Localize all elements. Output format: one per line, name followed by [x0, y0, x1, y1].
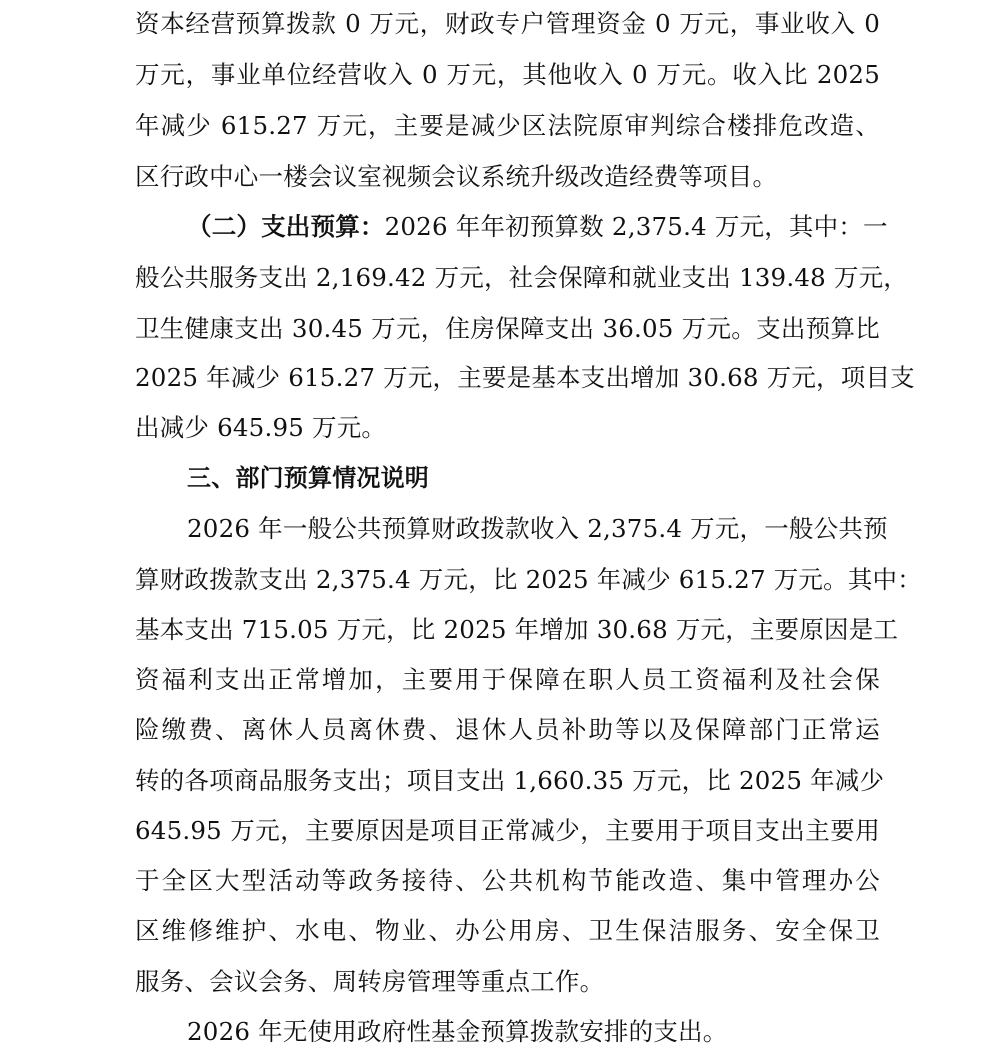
paragraph-3-line-7: 645.95 万元，主要原因是项目正常减少，主要用于项目支出主要用	[135, 816, 880, 845]
paragraph-3-line-5: 险缴费、离休人员离休费、退休人员补助等以及保障部门正常运	[135, 715, 880, 744]
expenditure-budget-label: （二）支出预算：	[187, 212, 385, 241]
paragraph-3-line-2: 算财政拨款支出 2,375.4 万元，比 2025 年减少 615.27 万元。其中：	[135, 565, 922, 594]
section-3-heading: 三、部门预算情况说明	[187, 464, 429, 492]
paragraph-2-line-1-text: 2026 年年初预算数 2,375.4 万元，其中：一	[384, 212, 888, 241]
paragraph-1-line-2: 万元，事业单位经营收入 0 万元，其他收入 0 万元。收入比 2025	[135, 60, 880, 89]
paragraph-4-line-1: 2026 年无使用政府性基金预算拨款安排的支出。	[187, 1017, 728, 1046]
paragraph-2-line-4: 2025 年减少 615.27 万元，主要是基本支出增加 30.68 万元，项目支	[135, 363, 915, 392]
paragraph-2-line-5: 出减少 645.95 万元。	[135, 413, 387, 442]
paragraph-3-line-6: 转的各项商品服务支出；项目支出 1,660.35 万元，比 2025 年减少	[135, 766, 885, 795]
paragraph-3-line-10: 服务、会议会务、周转房管理等重点工作。	[135, 967, 605, 996]
paragraph-3-line-4: 资福利支出正常增加，主要用于保障在职人员工资福利及社会保	[135, 665, 880, 694]
paragraph-1-line-1: 资本经营预算拨款 0 万元，财政专户管理资金 0 万元，事业收入 0	[135, 9, 880, 38]
paragraph-3-line-8: 于全区大型活动等政务接待、公共机构节能改造、集中管理办公	[135, 866, 880, 895]
paragraph-3-line-9: 区维修维护、水电、物业、办公用房、卫生保洁服务、安全保卫	[135, 916, 880, 945]
paragraph-3-line-1: 2026 年一般公共预算财政拨款收入 2,375.4 万元，一般公共预	[187, 514, 888, 543]
paragraph-2-line-2: 般公共服务支出 2,169.42 万元，社会保障和就业支出 139.48 万元，	[135, 263, 908, 292]
paragraph-2-line-3: 卫生健康支出 30.45 万元，住房保障支出 36.05 万元。支出预算比	[135, 314, 880, 343]
paragraph-3-line-3: 基本支出 715.05 万元，比 2025 年增加 30.68 万元，主要原因是工	[135, 615, 899, 644]
paragraph-2-line-1	[187, 207, 888, 247]
paragraph-1-line-3: 年减少 615.27 万元，主要是减少区法院原审判综合楼排危改造、	[135, 111, 880, 140]
paragraph-1-line-4: 区行政中心一楼会议室视频会议系统升级改造经费等项目。	[135, 162, 778, 191]
